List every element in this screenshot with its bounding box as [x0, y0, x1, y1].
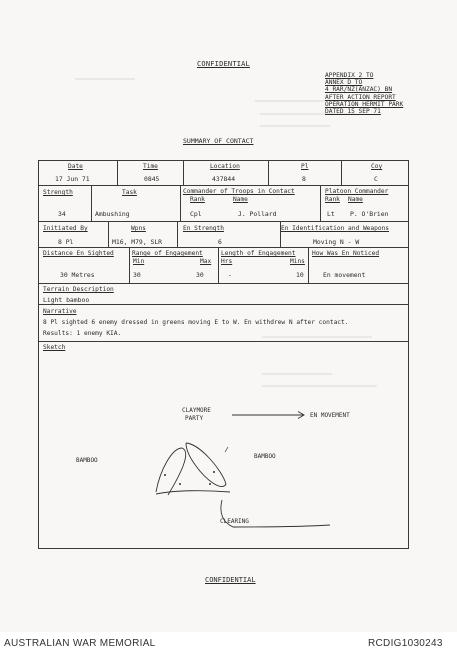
date-value: 17 Jun 71 [55, 175, 90, 183]
sketch-label: Sketch [43, 344, 66, 351]
archive-footer [0, 632, 457, 654]
appendix-line: ANNEX D TO [325, 79, 363, 87]
clearing-boundary [221, 500, 330, 527]
enemy-ident-label: En Identification and Weapons [281, 225, 390, 232]
company-label: Coy [371, 163, 383, 170]
length-hrs-value: - [228, 271, 232, 279]
sketch-claymore-label: CLAYMORE [182, 407, 211, 414]
range-max-label: Max [200, 258, 212, 265]
ambush-line [156, 491, 230, 494]
narrative-line: Results: 1 enemy KIA. [43, 330, 122, 337]
archive-reference: RCDIG1030243 [368, 638, 443, 649]
noticed-value: En movement [323, 271, 366, 279]
enemy-strength-label: En Strength [183, 225, 224, 232]
weapons-value: M16, M79, SLR [112, 238, 163, 246]
tick-mark [225, 447, 228, 452]
commander-name-label: Name [233, 196, 248, 203]
initiated-by-value: 8 Pl [58, 238, 74, 246]
terrain-label: Terrain Description [43, 286, 114, 293]
time-label: Time [143, 163, 158, 170]
weapons-label: Wpns [131, 225, 146, 232]
platoon-name-label: Name [348, 196, 363, 203]
position-dot [179, 483, 181, 485]
range-label: Range of Engagement [132, 250, 203, 257]
enemy-strength-value: 6 [218, 238, 222, 246]
platoon-commander-name: P. O'Brien [350, 210, 389, 218]
task-value: Ambushing [95, 210, 130, 218]
strength-value: 34 [58, 210, 66, 218]
initiated-by-label: Initiated By [43, 225, 88, 232]
appendix-line: 4 RAR/NZ(ANZAC) BN [325, 86, 393, 94]
classification-footer: CONFIDENTIAL [205, 576, 256, 584]
classification-header: CONFIDENTIAL [197, 60, 250, 68]
sketch-clearing-label: CLEARING [220, 518, 249, 525]
strength-label: Strength [43, 189, 73, 196]
commander-name: J. Pollard [238, 210, 277, 218]
location-value: 437844 [212, 175, 236, 183]
enemy-ident-value: Moving N - W [313, 238, 360, 246]
sketch-party-label: PARTY [185, 415, 204, 422]
platoon-label: Pl [301, 163, 309, 170]
sketch-en-movement-label: EN MOVEMENT [310, 412, 350, 419]
claymore-fan-left [156, 448, 186, 495]
appendix-line: DATED 15 SEP 71 [325, 108, 381, 116]
length-hrs-label: Hrs [221, 258, 233, 265]
position-dot [213, 471, 215, 473]
range-min-label: Min [133, 258, 145, 265]
form-title: SUMMARY OF CONTACT [183, 137, 254, 145]
platoon-value: 8 [302, 175, 306, 183]
noticed-label: How Was En Noticed [312, 250, 380, 257]
position-dot [164, 474, 166, 476]
appendix-line: OPERATION HERMIT PARK [325, 100, 404, 108]
distance-label: Distance En Sighted [43, 250, 114, 257]
sketch-bamboo-right-label: BAMBOO [254, 453, 276, 460]
time-value: 0845 [144, 175, 160, 183]
location-label: Location [210, 163, 240, 170]
length-mins-value: 10 [296, 271, 304, 279]
appendix-line: APPENDIX 2 TO [325, 72, 374, 79]
narrative-line: 8 Pl sighted 6 enemy dressed in greens moving E to W. En withdrew N after contact. [43, 319, 349, 326]
platoon-rank-label: Rank [325, 196, 340, 203]
commander-rank: Cpl [190, 210, 202, 218]
narrative-label: Narrative [43, 308, 77, 315]
length-mins-label: Mins [290, 258, 305, 265]
sketch-bamboo-left-label: BAMBOO [76, 457, 98, 464]
length-label: Length of Engagement [221, 250, 296, 257]
commander-label: Commander of Troops in Contact [183, 188, 295, 195]
archive-name: AUSTRALIAN WAR MEMORIAL [4, 638, 156, 649]
position-dot [209, 483, 211, 485]
range-min-value: 30 [133, 271, 141, 279]
distance-value: 30 Metres [60, 271, 95, 279]
claymore-fan-right [186, 443, 226, 487]
terrain-value: Light bamboo [43, 296, 90, 304]
platoon-commander-rank: Lt [327, 210, 335, 218]
commander-rank-label: Rank [190, 196, 205, 203]
platoon-commander-label: Platoon Commander [325, 188, 389, 195]
range-max-value: 30 [196, 271, 204, 279]
task-label: Task [122, 189, 137, 196]
date-label: Date [68, 163, 83, 170]
company-value: C [374, 175, 378, 183]
appendix-line: AFTER ACTION REPORT [325, 93, 396, 101]
